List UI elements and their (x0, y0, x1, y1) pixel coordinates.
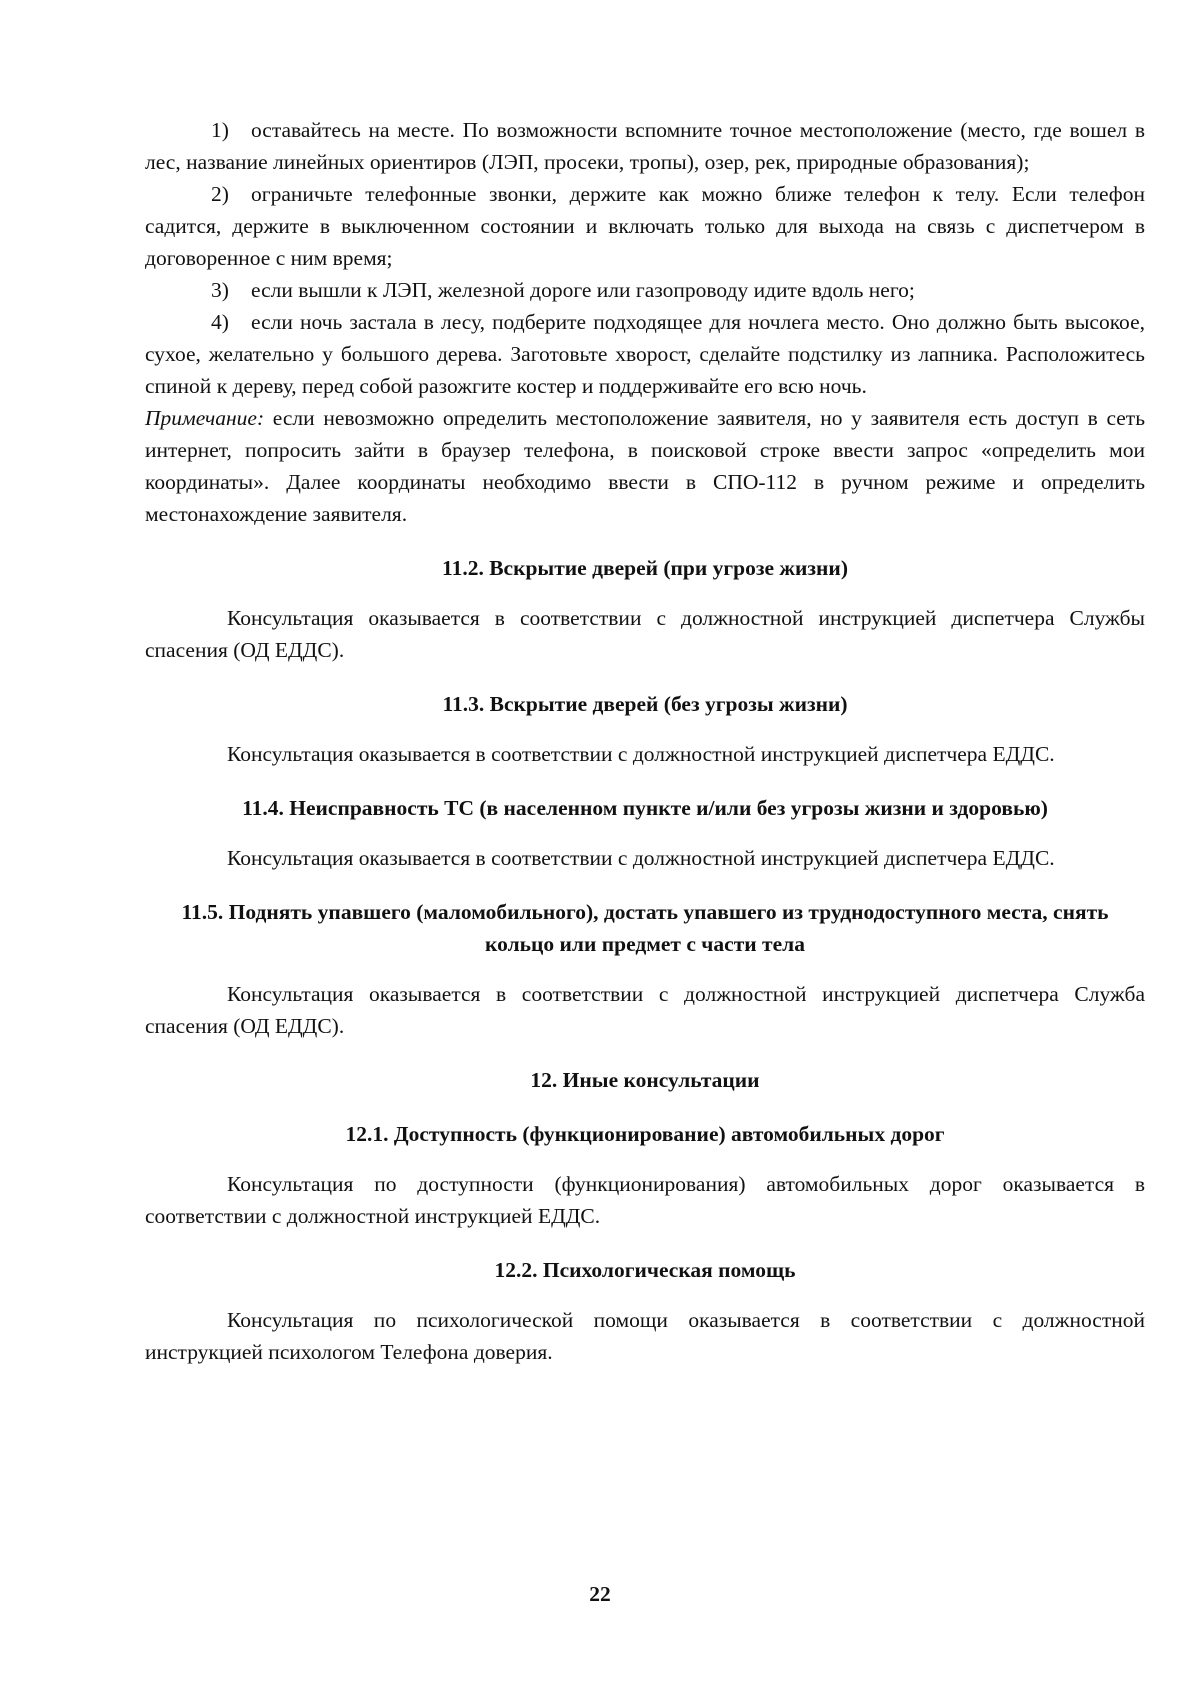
section-text-12-2: Консультация по психологической помощи оказывается в соответствии с должностной инструкцией психологом Телефона доверия. (145, 1308, 1145, 1364)
list-item-text: оставайтесь на месте. По возможности вспомните точное местоположение (место, где вошел в лес, название линейных ориентиров (ЛЭП, просеки, тропы), озер, рек, природные образования); (145, 118, 1145, 174)
section-text-11-4: Консультация оказывается в соответствии с должностной инструкцией диспетчера ЕДДС. (227, 846, 1055, 870)
page-number: 22 (589, 1582, 611, 1606)
list-item-number: 1) (211, 118, 229, 142)
section-heading-11-5: 11.5. Поднять упавшего (маломобильного), достать упавшего из труднодоступного места, снять кольцо или предмет с части тела (181, 900, 1109, 956)
list-item-number: 3) (211, 278, 229, 302)
section-text-11-3: Консультация оказывается в соответствии с должностной инструкцией диспетчера ЕДДС. (227, 742, 1055, 766)
note-text: если невозможно определить местоположение заявителя, но у заявителя есть доступ в сеть интернет, попросить зайти в браузер телефона, в поисковой строке ввести запрос «определить мои координаты». Далее координаты необходимо ввести в СПО-112 в ручном режиме и определить местонахождение заявителя. (145, 406, 1145, 526)
section-heading-12-1: 12.1. Доступность (функционирование) автомобильных дорог (345, 1122, 945, 1146)
section-heading-11-3: 11.3. Вскрытие дверей (без угрозы жизни) (442, 692, 848, 716)
section-text-11-5: Консультация оказывается в соответствии с должностной инструкцией диспетчера Служба спасения (ОД ЕДДС). (145, 982, 1145, 1038)
section-heading-11-2: 11.2. Вскрытие дверей (при угрозе жизни) (442, 556, 848, 580)
list-item (145, 178, 1145, 274)
list-item (145, 274, 1145, 306)
section-text-12-1: Консультация по доступности (функционирования) автомобильных дорог оказывается в соответствии с должностной инструкцией ЕДДС. (145, 1172, 1145, 1228)
chapter-heading-12: 12. Иные консультации (530, 1068, 760, 1092)
list-item (145, 114, 1145, 178)
list-item (145, 306, 1145, 402)
list-item-text: ограничьте телефонные звонки, держите как можно ближе телефон к телу. Если телефон садится, держите в выключенном состоянии и включать только для выхода на связь с диспетчером в договоренное с ним время; (145, 182, 1145, 270)
list-item-number: 4) (211, 310, 229, 334)
section-heading-11-4: 11.4. Неисправность ТС (в населенном пункте и/или без угрозы жизни и здоровью) (242, 796, 1048, 820)
note-label: Примечание: (145, 406, 265, 430)
list-item-text: если ночь застала в лесу, подберите подходящее для ночлега место. Оно должно быть высокое, сухое, желательно у большого дерева. Заготовьте хворост, сделайте подстилку из лапника. Расположитесь спиной к дереву, перед собой разожгите костер и поддерживайте его всю ночь. (145, 310, 1145, 398)
page-content (145, 114, 1145, 1368)
note-paragraph (145, 402, 1145, 530)
list-item-number: 2) (211, 182, 229, 206)
list-item-text: если вышли к ЛЭП, железной дороге или газопроводу идите вдоль него; (251, 278, 915, 302)
section-text-11-2: Консультация оказывается в соответствии с должностной инструкцией диспетчера Службы спасения (ОД ЕДДС). (145, 606, 1145, 662)
section-heading-12-2: 12.2. Психологическая помощь (494, 1258, 796, 1282)
